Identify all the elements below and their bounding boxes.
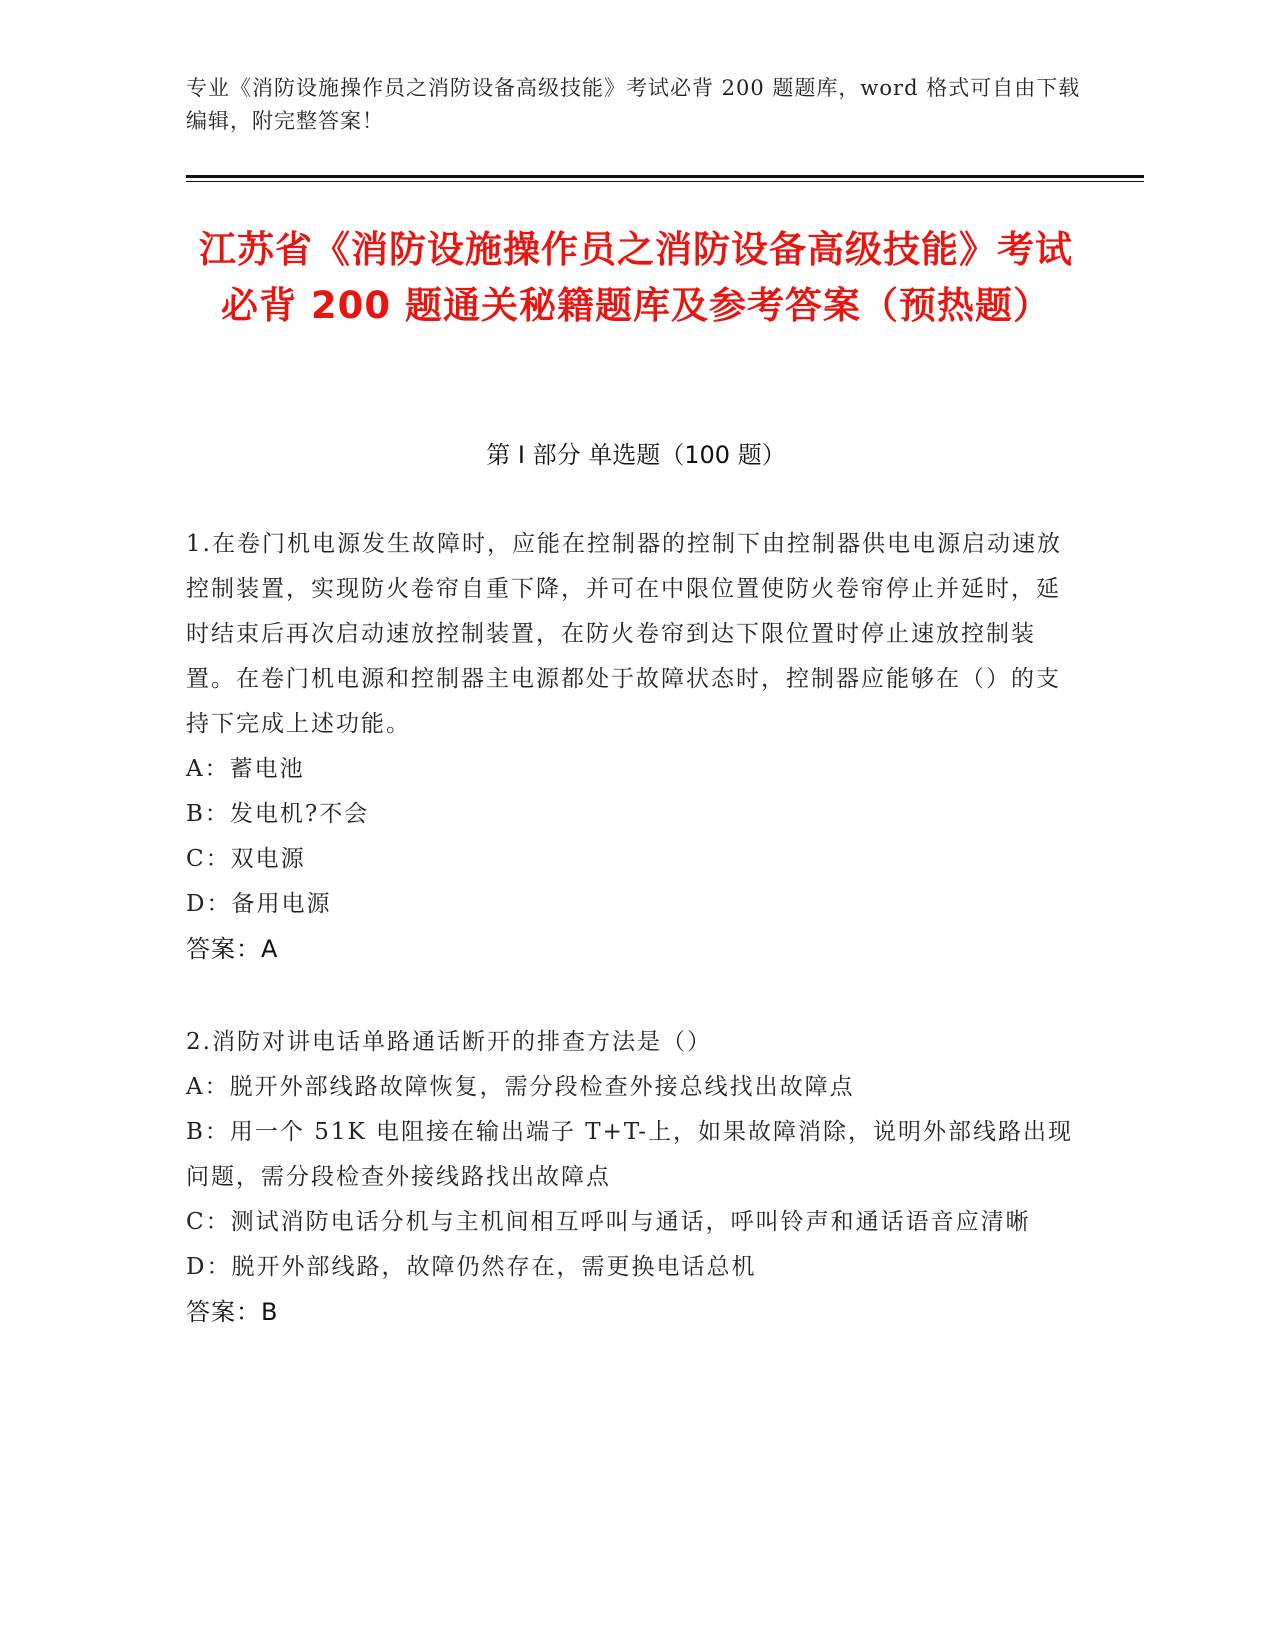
- question-1: [186, 522, 1081, 972]
- answer-label: 答案：A: [186, 935, 279, 963]
- option-c: C：双电源: [186, 846, 306, 872]
- option-d: D：备用电源: [186, 891, 332, 917]
- option-c: C：测试消防电话分机与主机间相互呼叫与通话，呼叫铃声和通话语音应清晰: [186, 1209, 1031, 1235]
- option-b: B：发电机?不会: [186, 801, 370, 827]
- option-a: A：脱开外部线路故障恢复，需分段检查外接总线找出故障点: [186, 1074, 855, 1100]
- question-2: [186, 1020, 1081, 1335]
- document-title: 江苏省《消防设施操作员之消防设备高级技能》考试必背 200 题通关秘籍题库及参考答案（预热题）: [199, 228, 1073, 327]
- header-note: 专业《消防设施操作员之消防设备高级技能》考试必背 200 题题库，word 格式可自由下载编辑，附完整答案！: [186, 76, 1081, 133]
- header-divider-thick: [186, 175, 1144, 178]
- option-b: B：用一个 51K 电阻接在输出端子 T+T-上，如果故障消除，说明外部线路出现问题，需分段检查外接线路找出故障点: [186, 1119, 1074, 1190]
- question-stem: 2.消防对讲电话单路通话断开的排查方法是（）: [186, 1029, 712, 1055]
- section-title: 第 I 部分 单选题（100 题）: [486, 441, 786, 469]
- question-stem: 1.在卷门机电源发生故障时，应能在控制器的控制下由控制器供电电源启动速放控制装置，实现防火卷帘自重下降，并可在中限位置使防火卷帘停止并延时，延时结束后再次启动速放控制装置，在防火卷帘到达下限位置时停止速放控制装置。在卷门机电源和控制器主电源都处于故障状态时，控制器应能够在（）的支持下完成上述功能。: [186, 531, 1062, 737]
- option-a: A：蓄电池: [186, 756, 305, 782]
- option-d: D：脱开外部线路，故障仍然存在，需更换电话总机: [186, 1254, 757, 1280]
- answer-label: 答案：B: [186, 1298, 279, 1326]
- header-divider-thin: [186, 181, 1144, 182]
